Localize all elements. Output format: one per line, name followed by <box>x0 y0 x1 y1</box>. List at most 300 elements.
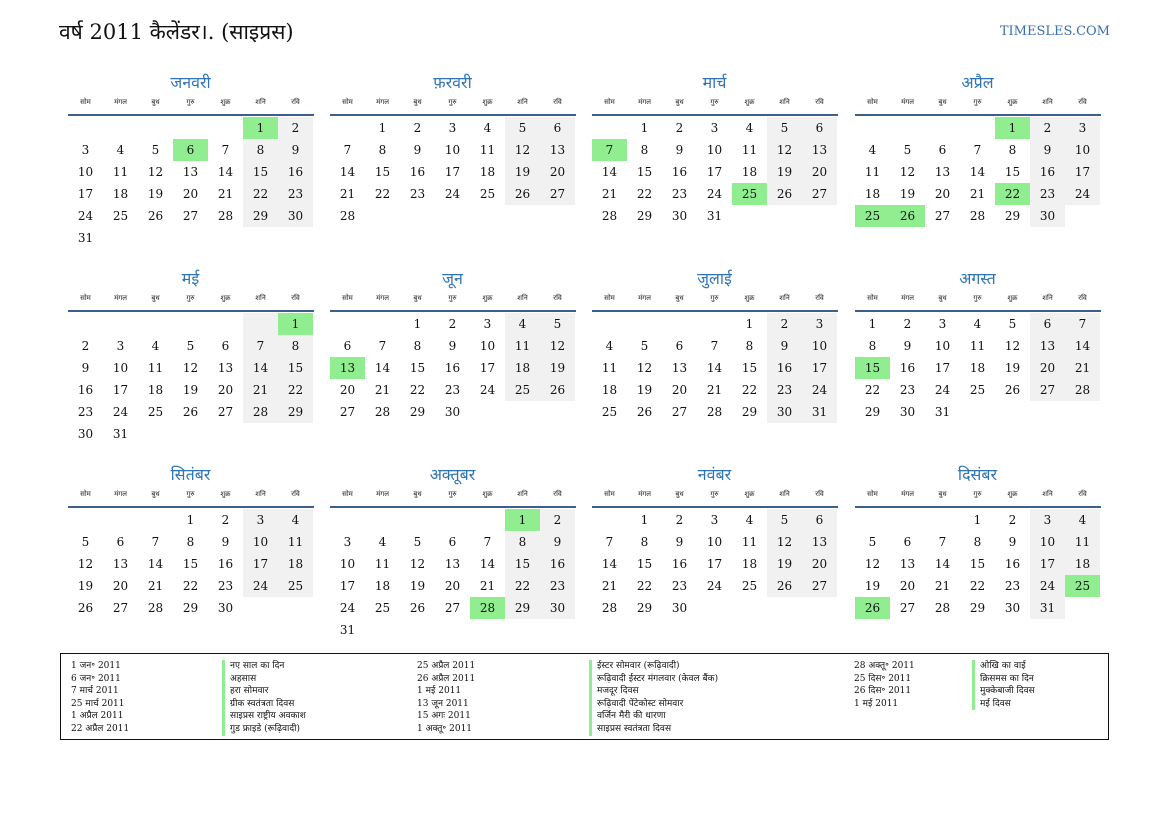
day-cell: 2 <box>675 513 684 527</box>
day-cell: 5 <box>81 535 90 549</box>
day-cell: 9 <box>278 139 313 161</box>
header-rule <box>855 310 1101 312</box>
day-cell: 10 <box>77 165 94 179</box>
day-cell: 6 <box>903 535 912 549</box>
day-cell: 10 <box>479 339 496 353</box>
day-cell: 4 <box>116 143 125 157</box>
weekday-label: शनि <box>255 294 266 302</box>
day-cell: 19 <box>77 579 94 593</box>
day-cell: 20 <box>899 579 916 593</box>
day-cell: 12 <box>1004 339 1021 353</box>
month-name: जुलाई <box>697 269 732 288</box>
day-cell: 25 <box>147 405 164 419</box>
month-calendar <box>68 462 314 619</box>
day-cell: 14 <box>934 557 951 571</box>
day-cell: 13 <box>671 361 688 375</box>
day-cell: 8 <box>378 143 387 157</box>
day-cell: 22 <box>409 383 426 397</box>
empty-cell <box>365 313 400 335</box>
empty-cell <box>68 509 103 531</box>
day-cell: 21 <box>339 187 356 201</box>
day-cell: 7 <box>151 535 160 549</box>
day-cell: 5 <box>767 117 802 139</box>
day-cell: 4 <box>378 535 387 549</box>
weekday-label: गुरु <box>448 294 457 302</box>
holiday-day-cell: 22 <box>995 183 1030 205</box>
holiday-name: मुक्केबाजी दिवस <box>972 685 1035 698</box>
header-rule <box>330 310 576 312</box>
day-cell: 2 <box>278 117 313 139</box>
day-cell: 12 <box>409 557 426 571</box>
empty-cell <box>925 509 960 531</box>
day-cell: 30 <box>217 601 234 615</box>
month-calendar <box>68 266 314 445</box>
day-cell: 3 <box>1030 509 1065 531</box>
day-cell: 12 <box>767 139 802 161</box>
day-cell: 26 <box>182 405 199 419</box>
day-cell: 9 <box>675 143 684 157</box>
holiday-date: 1 मई 2011 <box>417 686 462 697</box>
day-cell: 3 <box>116 339 125 353</box>
day-cell: 6 <box>343 339 352 353</box>
day-cell: 25 <box>374 601 391 615</box>
weekday-header <box>330 96 576 114</box>
day-cell: 24 <box>444 187 461 201</box>
weekday-label: मंगल <box>114 490 127 498</box>
holiday-name: मजदूर दिवस <box>589 685 718 698</box>
day-cell: 8 <box>640 143 649 157</box>
day-cell: 19 <box>147 187 164 201</box>
empty-cell <box>400 509 435 531</box>
day-cell: 27 <box>1030 379 1065 401</box>
weekday-label: गुरु <box>973 294 982 302</box>
day-cell: 12 <box>636 361 653 375</box>
holiday-name: ग्रीक स्वतंत्रता दिवस <box>222 698 306 711</box>
day-cell: 12 <box>767 531 802 553</box>
day-cell: 14 <box>601 557 618 571</box>
weekday-label: गुरु <box>448 490 457 498</box>
month-calendar <box>855 266 1101 423</box>
day-cell: 11 <box>374 557 391 571</box>
empty-cell <box>138 509 173 531</box>
day-cell: 5 <box>903 143 912 157</box>
holiday-date: 7 मार्च 2011 <box>71 686 119 697</box>
holiday-day-cell: 25 <box>732 183 767 205</box>
weekday-label: सोम <box>604 294 615 302</box>
month-name: मई <box>181 269 200 288</box>
holiday-date: 22 अप्रैल 2011 <box>71 723 130 734</box>
holiday-name: हरा सोमवार <box>222 685 306 698</box>
holiday-date: 25 दिस॰ 2011 <box>854 673 912 684</box>
holiday-date: 25 अप्रैल 2011 <box>417 661 476 671</box>
day-cell: 12 <box>505 139 540 161</box>
weekday-label: शुक्र <box>744 294 755 302</box>
day-cell: 23 <box>409 187 426 201</box>
day-cell: 21 <box>147 579 164 593</box>
weekday-label: रवि <box>291 294 300 302</box>
weekday-label: गुरु <box>710 294 719 302</box>
day-cell: 2 <box>903 317 912 331</box>
weekday-label: रवि <box>553 98 562 106</box>
day-cell: 3 <box>448 121 457 135</box>
day-cell: 26 <box>147 209 164 223</box>
empty-cell <box>435 509 470 531</box>
weekday-label: बुध <box>151 98 160 106</box>
holiday-day-cell: 6 <box>173 139 208 161</box>
month-name: सितंबर <box>170 465 211 484</box>
day-cell: 16 <box>899 361 916 375</box>
day-cell: 29 <box>182 601 199 615</box>
day-cell: 27 <box>182 209 199 223</box>
day-cell: 30 <box>444 405 461 419</box>
day-cell: 28 <box>969 209 986 223</box>
day-cell: 11 <box>505 335 540 357</box>
day-cell: 14 <box>339 165 356 179</box>
day-cell: 29 <box>243 205 278 227</box>
weekday-label: मंगल <box>638 98 651 106</box>
day-cell: 23 <box>671 187 688 201</box>
day-cell: 30 <box>1030 205 1065 227</box>
header-rule <box>592 114 838 116</box>
day-cell: 6 <box>675 339 684 353</box>
day-cell: 21 <box>217 187 234 201</box>
day-cell: 10 <box>802 335 837 357</box>
empty-cell <box>592 313 627 335</box>
weekday-header <box>68 96 314 114</box>
weekday-label: सोम <box>80 294 91 302</box>
weekday-label: मंगल <box>376 490 389 498</box>
day-grid <box>68 313 314 445</box>
day-cell: 27 <box>934 209 951 223</box>
day-cell: 12 <box>77 557 94 571</box>
day-cell: 10 <box>112 361 129 375</box>
day-cell: 19 <box>767 161 802 183</box>
day-cell: 20 <box>802 553 837 575</box>
day-cell: 24 <box>112 405 129 419</box>
day-cell: 18 <box>374 579 391 593</box>
holiday-name: नए साल का दिन <box>222 660 306 673</box>
holiday-day-cell: 1 <box>505 509 540 531</box>
day-cell: 14 <box>243 357 278 379</box>
holiday-date: 1 अप्रैल 2011 <box>71 711 124 722</box>
day-cell: 3 <box>1065 117 1100 139</box>
day-cell: 22 <box>243 183 278 205</box>
holiday-name: रूढ़िवादी पेंटेकोस्ट सोमवार <box>589 698 718 711</box>
holiday-date: 1 जन॰ 2011 <box>71 661 121 671</box>
day-grid <box>592 509 838 619</box>
holiday-date: 15 अगः 2011 <box>417 711 471 722</box>
weekday-label: बुध <box>413 294 422 302</box>
day-cell: 30 <box>278 205 313 227</box>
day-cell: 17 <box>479 361 496 375</box>
weekday-label: सोम <box>80 490 91 498</box>
day-cell: 1 <box>745 317 754 331</box>
day-cell: 26 <box>1004 383 1021 397</box>
day-cell: 9 <box>767 335 802 357</box>
day-cell: 11 <box>278 531 313 553</box>
weekday-label: रवि <box>1078 294 1087 302</box>
weekday-header <box>855 292 1101 310</box>
header-rule <box>592 310 838 312</box>
weekday-label: रवि <box>815 490 824 498</box>
day-cell: 10 <box>243 531 278 553</box>
day-cell: 5 <box>505 117 540 139</box>
day-cell: 8 <box>186 535 195 549</box>
page-title: वर्ष 2011 कैलेंडर।. (साइप्रस) <box>59 20 294 44</box>
day-cell: 15 <box>505 553 540 575</box>
day-cell: 14 <box>374 361 391 375</box>
day-cell: 6 <box>448 535 457 549</box>
day-cell: 11 <box>112 165 129 179</box>
day-cell: 14 <box>969 165 986 179</box>
day-cell: 12 <box>147 165 164 179</box>
weekday-label: गुरु <box>973 490 982 498</box>
holiday-day-cell: 7 <box>592 139 627 161</box>
empty-cell <box>890 117 925 139</box>
day-cell: 18 <box>479 165 496 179</box>
day-cell: 26 <box>77 601 94 615</box>
day-cell: 5 <box>151 143 160 157</box>
holiday-name: ईस्टर सोमवार (रूढ़िवादी) <box>589 660 718 673</box>
day-cell: 18 <box>864 187 881 201</box>
weekday-label: शुक्र <box>744 490 755 498</box>
day-cell: 15 <box>182 557 199 571</box>
empty-cell <box>103 313 138 335</box>
day-cell: 11 <box>969 339 986 353</box>
day-cell: 14 <box>1065 335 1100 357</box>
day-grid <box>855 509 1101 619</box>
day-cell: 26 <box>505 183 540 205</box>
month-name: अगस्त <box>959 269 996 288</box>
day-cell: 16 <box>671 165 688 179</box>
day-cell: 17 <box>706 165 723 179</box>
day-cell: 7 <box>938 535 947 549</box>
empty-cell <box>330 117 365 139</box>
weekday-header <box>855 488 1101 506</box>
day-cell: 24 <box>934 383 951 397</box>
day-cell: 5 <box>540 313 575 335</box>
day-cell: 27 <box>802 183 837 205</box>
day-cell: 9 <box>903 339 912 353</box>
day-cell: 26 <box>767 183 802 205</box>
empty-cell <box>173 313 208 335</box>
day-cell: 18 <box>969 361 986 375</box>
day-grid <box>330 117 576 227</box>
day-cell: 19 <box>505 161 540 183</box>
month-calendar <box>592 70 838 227</box>
weekday-label: शनि <box>779 98 790 106</box>
weekday-label: शनि <box>1042 490 1053 498</box>
weekday-label: शनि <box>517 490 528 498</box>
day-cell: 28 <box>601 601 618 615</box>
weekday-label: शुक्र <box>220 98 231 106</box>
day-cell: 11 <box>147 361 164 375</box>
empty-cell <box>855 509 890 531</box>
weekday-label: मंगल <box>638 490 651 498</box>
holiday-name: अहसास <box>222 673 306 686</box>
day-cell: 15 <box>243 161 278 183</box>
day-cell: 24 <box>706 187 723 201</box>
weekday-label: शनि <box>517 294 528 302</box>
day-cell: 24 <box>1065 183 1100 205</box>
day-cell: 23 <box>540 575 575 597</box>
weekday-label: गुरु <box>448 98 457 106</box>
day-cell: 14 <box>601 165 618 179</box>
day-cell: 30 <box>77 427 94 441</box>
day-cell: 17 <box>444 165 461 179</box>
day-cell: 20 <box>540 161 575 183</box>
weekday-label: मंगल <box>114 294 127 302</box>
empty-cell <box>855 117 890 139</box>
day-cell: 7 <box>243 335 278 357</box>
weekday-header <box>68 488 314 506</box>
day-cell: 3 <box>483 317 492 331</box>
day-cell: 8 <box>640 535 649 549</box>
day-cell: 25 <box>278 575 313 597</box>
day-cell: 13 <box>1030 335 1065 357</box>
day-cell: 15 <box>636 165 653 179</box>
day-cell: 9 <box>1008 535 1017 549</box>
day-cell: 2 <box>1030 117 1065 139</box>
day-cell: 10 <box>1065 139 1100 161</box>
day-cell: 4 <box>745 513 754 527</box>
weekday-label: शुक्र <box>482 98 493 106</box>
day-cell: 26 <box>540 379 575 401</box>
day-cell: 13 <box>899 557 916 571</box>
holiday-day-cell: 26 <box>855 597 890 619</box>
empty-cell <box>662 313 697 335</box>
day-cell: 19 <box>540 357 575 379</box>
month-calendar <box>592 266 838 423</box>
day-cell: 2 <box>221 513 230 527</box>
empty-cell <box>592 509 627 531</box>
day-cell: 25 <box>601 405 618 419</box>
day-cell: 23 <box>278 183 313 205</box>
holiday-day-cell: 28 <box>470 597 505 619</box>
day-cell: 20 <box>1030 357 1065 379</box>
weekday-label: मंगल <box>638 294 651 302</box>
day-cell: 21 <box>969 187 986 201</box>
day-cell: 18 <box>505 357 540 379</box>
empty-cell <box>138 313 173 335</box>
day-cell: 28 <box>243 401 278 423</box>
day-cell: 6 <box>1030 313 1065 335</box>
site-link[interactable]: TIMESLES.COM <box>999 24 1110 39</box>
weekday-header <box>68 292 314 310</box>
day-cell: 7 <box>378 339 387 353</box>
holiday-date: 26 अप्रैल 2011 <box>417 673 476 684</box>
header-rule <box>855 114 1101 116</box>
day-cell: 15 <box>409 361 426 375</box>
day-cell: 16 <box>671 557 688 571</box>
holiday-name: वर्जिन मैरी की धारणा <box>589 710 718 723</box>
day-cell: 20 <box>182 187 199 201</box>
day-cell: 7 <box>710 339 719 353</box>
empty-cell <box>890 509 925 531</box>
day-cell: 23 <box>444 383 461 397</box>
day-cell: 22 <box>636 579 653 593</box>
month-calendar <box>855 462 1101 619</box>
header-rule <box>592 506 838 508</box>
day-cell: 31 <box>339 623 356 637</box>
holiday-date: 1 अक्तू॰ 2011 <box>417 723 473 734</box>
day-cell: 4 <box>605 339 614 353</box>
day-cell: 27 <box>112 601 129 615</box>
day-cell: 1 <box>378 121 387 135</box>
month-calendar <box>592 462 838 619</box>
weekday-label: सोम <box>604 98 615 106</box>
empty-cell <box>365 509 400 531</box>
day-cell: 20 <box>444 579 461 593</box>
weekday-label: मंगल <box>376 98 389 106</box>
weekday-label: गुरु <box>186 294 195 302</box>
day-cell: 3 <box>243 509 278 531</box>
weekday-label: बुध <box>938 490 947 498</box>
empty-cell <box>138 117 173 139</box>
day-cell: 7 <box>605 535 614 549</box>
weekday-label: बुध <box>413 98 422 106</box>
day-cell: 27 <box>217 405 234 419</box>
weekday-label: शुक्र <box>220 490 231 498</box>
weekday-label: सोम <box>867 490 878 498</box>
weekday-header <box>330 292 576 310</box>
day-cell: 29 <box>409 405 426 419</box>
header-rule <box>68 114 314 116</box>
day-cell: 3 <box>938 317 947 331</box>
weekday-label: बुध <box>675 490 684 498</box>
empty-cell <box>592 117 627 139</box>
day-cell: 8 <box>973 535 982 549</box>
day-cell: 26 <box>409 601 426 615</box>
month-calendar <box>330 266 576 423</box>
day-cell: 17 <box>1030 553 1065 575</box>
day-cell: 23 <box>671 579 688 593</box>
day-cell: 18 <box>147 383 164 397</box>
month-name: जनवरी <box>170 73 211 92</box>
day-cell: 4 <box>151 339 160 353</box>
day-cell: 15 <box>636 557 653 571</box>
day-cell: 20 <box>217 383 234 397</box>
day-cell: 17 <box>339 579 356 593</box>
day-cell: 2 <box>540 509 575 531</box>
weekday-label: सोम <box>867 294 878 302</box>
weekday-label: रवि <box>815 294 824 302</box>
day-cell: 17 <box>112 383 129 397</box>
weekday-header <box>855 96 1101 114</box>
holiday-list <box>60 653 1109 740</box>
day-cell: 20 <box>671 383 688 397</box>
day-cell: 9 <box>1030 139 1065 161</box>
day-cell: 19 <box>899 187 916 201</box>
weekday-label: बुध <box>151 490 160 498</box>
weekday-label: रवि <box>291 490 300 498</box>
weekday-label: बुध <box>151 294 160 302</box>
day-cell: 25 <box>112 209 129 223</box>
weekday-label: शनि <box>1042 98 1053 106</box>
day-cell: 4 <box>278 509 313 531</box>
weekday-label: शुक्र <box>1007 294 1018 302</box>
day-cell: 27 <box>671 405 688 419</box>
holiday-day-cell: 25 <box>1065 575 1100 597</box>
day-cell: 15 <box>741 361 758 375</box>
day-cell: 29 <box>278 401 313 423</box>
day-cell: 16 <box>540 553 575 575</box>
day-cell: 28 <box>339 209 356 223</box>
day-cell: 7 <box>483 535 492 549</box>
day-cell: 5 <box>1008 317 1017 331</box>
weekday-label: बुध <box>938 294 947 302</box>
weekday-label: सोम <box>342 294 353 302</box>
